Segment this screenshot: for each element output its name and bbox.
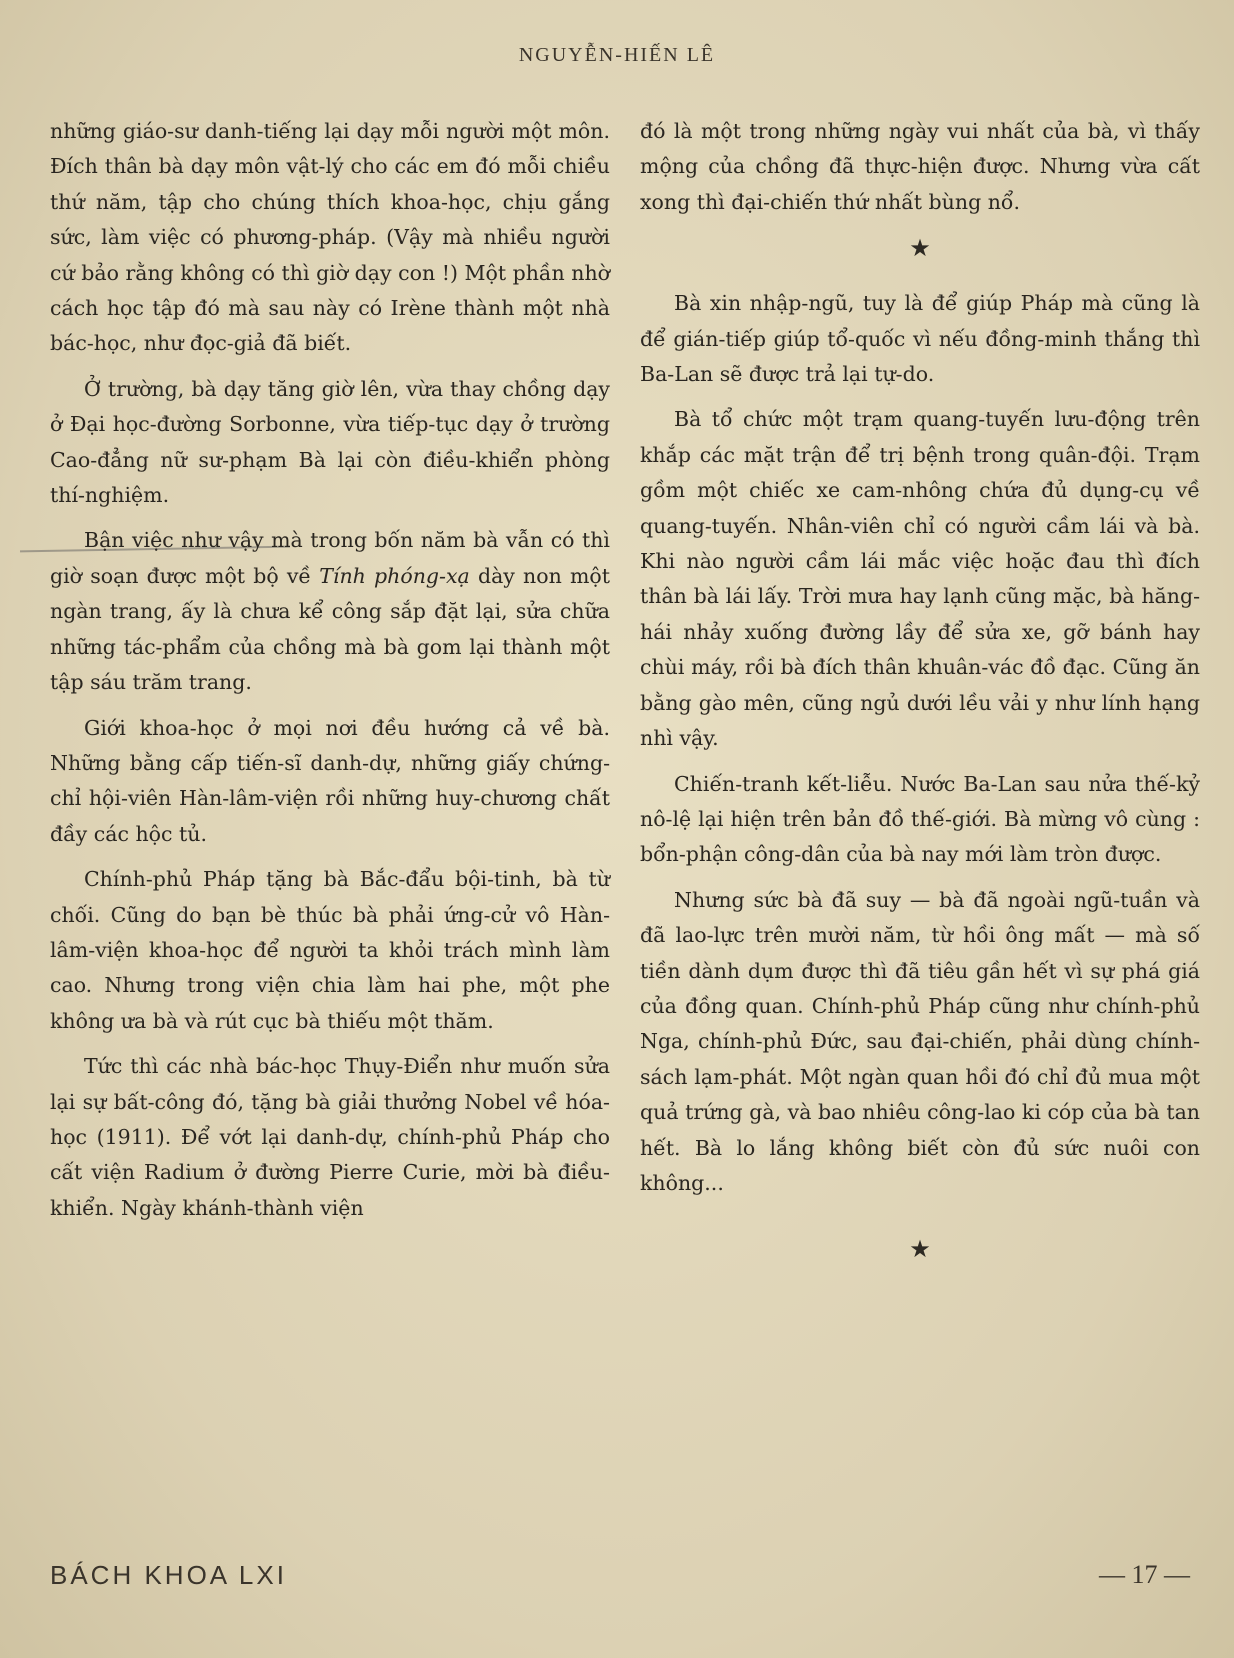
paragraph: Nhưng sức bà đã suy — bà đã ngoài ngũ-tuần và đã lao-lực trên mười năm, từ hồi ông mất — mà số tiền dành dụm được thì đã tiêu gần hết vì sự phá giá của đồng quan. Chính-phủ Pháp cũng như chính-phủ Nga, chính-phủ Đức, sau đại-chiến, phải dùng chính-sách lạm-phát. Một ngàn quan hồi đó chỉ đủ mua một quả trứng gà, và bao nhiêu công-lao ki cóp của bà tan hết. Bà lo lắng không biết còn đủ sức nuôi con không... [640, 887, 1200, 1195]
paragraph: Tức thì các nhà bác-học Thụy-Điển như muốn sửa lại sự bất-công đó, tặng bà giải thưởng Nobel về hóa-học (1911). Để vớt lại danh-dự, chính-phủ Pháp cho cất viện Radium ở đường Pierre Curie, mời bà điều-khiển. Ngày khánh-thành viện [50, 1054, 610, 1220]
page-number: — 17 — [1099, 1560, 1190, 1589]
paragraph: Ở trường, bà dạy tăng giờ lên, vừa thay chồng dạy ở Đại học-đường Sorbonne, vừa tiếp-tục dạy ở trường Cao-đẳng nữ sư-phạm Bà lại còn điều-khiển phòng thí-nghiệm. [50, 376, 610, 508]
paragraph: Bà tổ chức một trạm quang-tuyến lưu-động trên khắp các mặt trận để trị bệnh trong quân-đội. Trạm gồm một chiếc xe cam-nhông chứa đủ dụng-cụ về quang-tuyến. Nhân-viên chỉ có người cầm lái và bà. Khi nào người cầm lái mắc việc hoặc đau thì đích thân bà lái lấy. Trời mưa hay lạnh cũng mặc, bà hăng-hái nhảy xuống đường lầy để sửa xe, gỡ bánh hay chùi máy, rồi bà đích thân khuân-vác đồ đạc. Cũng ăn bằng gào mên, cũng ngủ dưới lều vải y như lính hạng nhì vậy. [640, 407, 1200, 751]
right-column [640, 114, 1200, 1287]
paragraph: Giới khoa-học ở mọi nơi đều hướng cả về bà. Những bằng cấp tiến-sĩ danh-dự, những giấy chứng-chỉ hội-viên Hàn-lâm-viện rồi những huy-chương chất đầy các hộc tủ. [50, 715, 610, 846]
paragraph [50, 523, 610, 700]
paragraph-text: Bận việc như vậy mà trong bốn năm bà vẫn có thì giờ soạn được một bộ về [50, 528, 610, 588]
section-star-divider: ★ [909, 234, 931, 263]
running-head: NGUYỄN-HIẾN LÊ [518, 44, 716, 66]
paragraph: Bà xin nhập-ngũ, tuy là để giúp Pháp mà cũng là để gián-tiếp giúp tổ-quốc vì nếu đồng-minh thắng thì Ba-Lan sẽ được trả lại tự-do. [640, 291, 1200, 387]
paragraph: Chính-phủ Pháp tặng bà Bắc-đẩu bội-tinh, bà từ chối. Cũng do bạn bè thúc bà phải ứng-cử vô Hàn-lâm-viện khoa-học để người ta khỏi trách mình làm cao. Nhưng trong viện chia làm hai phe, một phe không ưa bà và rút cục bà thiếu một thăm. [50, 867, 610, 1033]
book-title: Tính phóng-xạ [319, 563, 470, 588]
paragraph: những giáo-sư danh-tiếng lại dạy mỗi người một môn. Đích thân bà dạy môn vật-lý cho các em đó mỗi chiều thứ năm, tập cho chúng thích khoa-học, chịu gắng sức, làm việc có phương-pháp. (Vậy mà nhiều người cứ bảo rằng không có thì giờ dạy con !) Một phần nhờ cách học tập đó mà sau này có Irène thành một nhà bác-học, như đọc-giả đã biết. [50, 119, 610, 356]
magazine-footer: BÁCH KHOA LXI [50, 1560, 287, 1590]
left-column [50, 114, 610, 1226]
paragraph-text: dày non một ngàn trang, ấy là chưa kể công sắp đặt lại, sửa chữa những tác-phẩm của chồng mà bà gom lại thành một tập sáu trăm trang. [50, 563, 610, 695]
paragraph: Chiến-tranh kết-liễu. Nước Ba-Lan sau nửa thế-kỷ nô-lệ lại hiện trên bản đồ thế-giới. Bà mừng vô cùng : bổn-phận công-dân của bà nay mới làm tròn được. [640, 771, 1200, 867]
paragraph: đó là một trong những ngày vui nhất của bà, vì thấy mộng của chồng đã thực-hiện được. Nhưng vừa cất xong thì đại-chiến thứ nhất bùng nổ. [640, 119, 1200, 214]
end-star-divider: ★ [909, 1235, 931, 1264]
